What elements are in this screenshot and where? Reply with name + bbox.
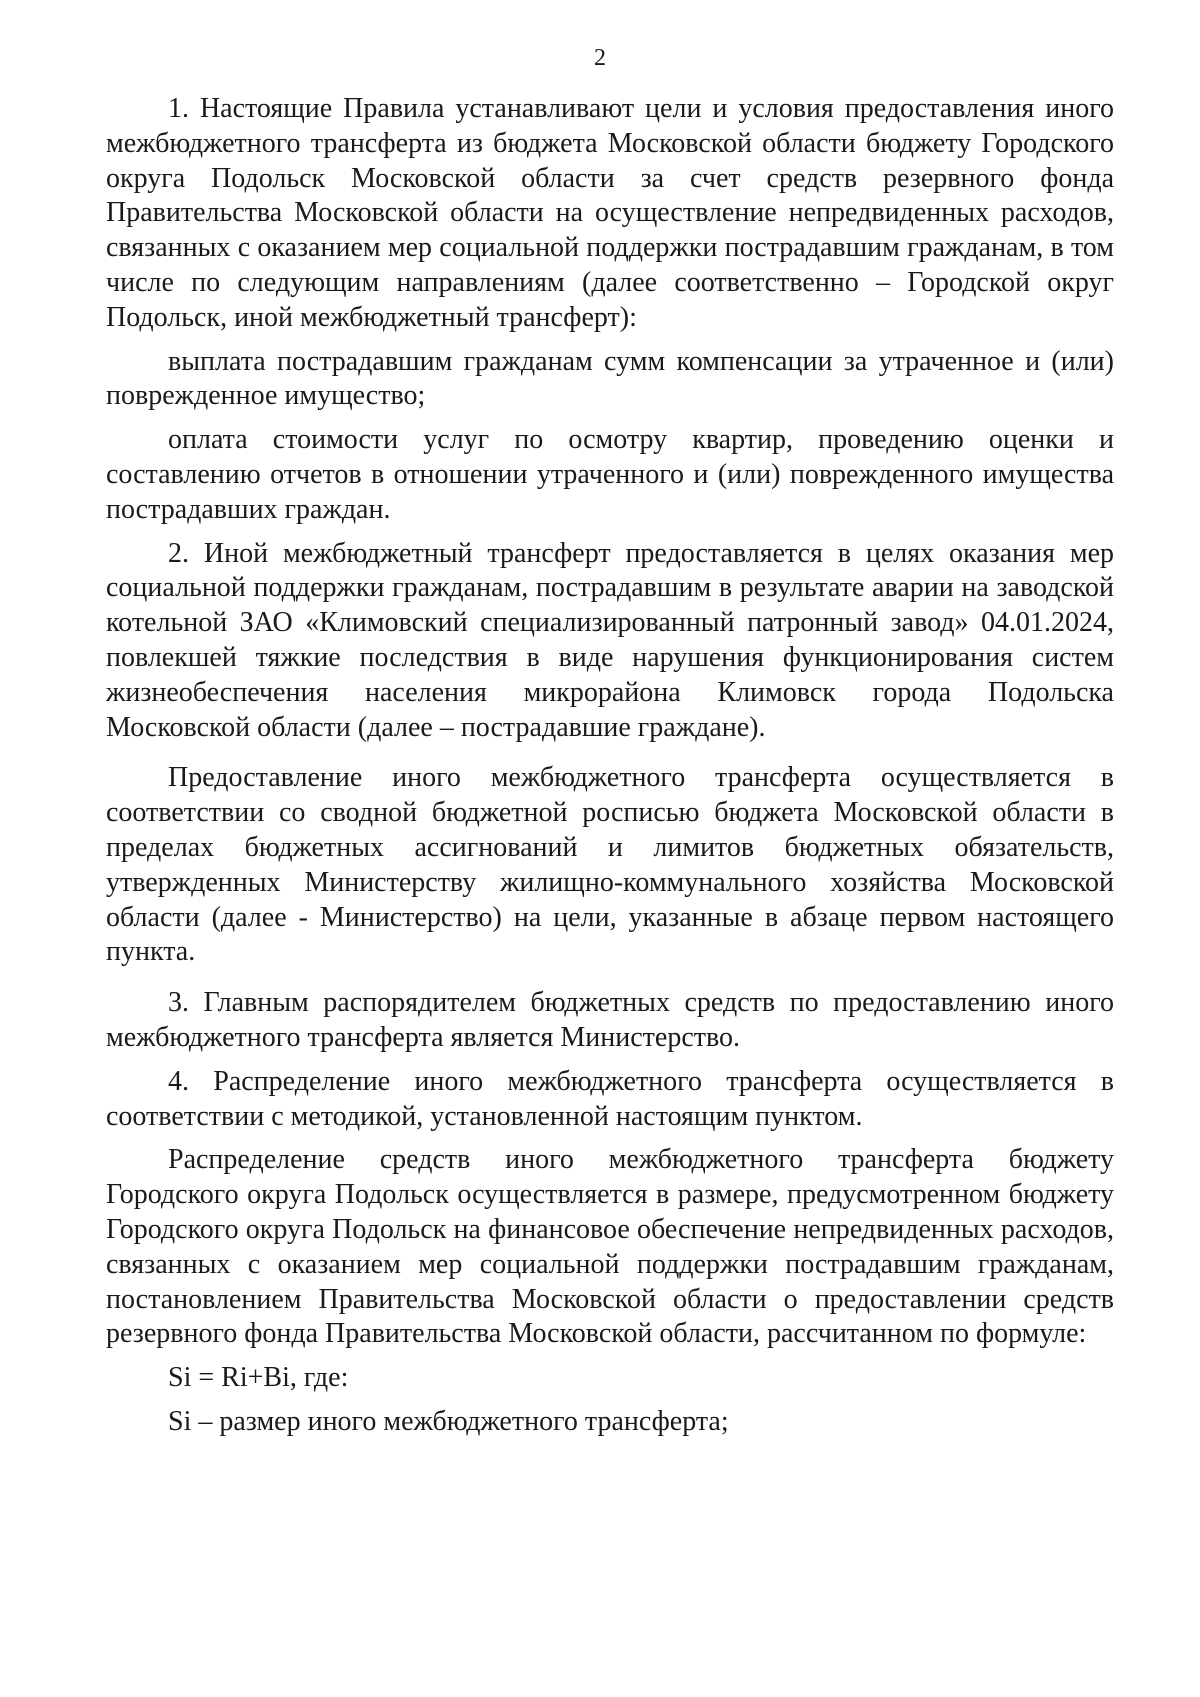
paragraph-2-goal: 2. Иной межбюджетный трансферт предоставляется в целях оказания мер социальной поддержки гражданам, пострадавшим в результате аварии на заводской котельной ЗАО «Климовский специализированный патронный завод» 04.01.2024, повлекшей тяжкие последствия в виде нарушения функционирования систем жизнеобеспечения населения микрорайона Климовск города Подольска Московской области (далее – пострадавшие граждане). xyxy=(106,537,1114,743)
paragraph-1-purpose: 1. Настоящие Правила устанавливают цели и условия предоставления иного межбюджетного трансферта из бюджета Московской области бюджету Городского округа Подольск Московской области за счет средств резервного фонда Правительства Московской области на осуществление непредвиденных расходов, связанных с оказанием мер социальной поддержки пострадавшим гражданам, в том числе по следующим направлениям (далее соответственно – Городской округ Подольск, иной межбюджетный трансферт): xyxy=(106,93,1114,333)
formula: Si = Ri+Bi, где: xyxy=(168,1362,349,1394)
paragraph-4-distribution: 4. Распределение иного межбюджетного трансферта осуществляется в соответствии с методикой, установленной настоящим пунктом. xyxy=(106,1065,1114,1132)
formula-definition-si: Si – размер иного межбюджетного трансферта; xyxy=(168,1405,729,1437)
paragraph-1-direction-inspection: оплата стоимости услуг по осмотру квартир, проведению оценки и составлению отчетов в отношении утраченного и (или) поврежденного имущества пострадавших граждан. xyxy=(106,424,1114,525)
paragraph-1-direction-compensation: выплата пострадавшим гражданам сумм компенсации за утраченное и (или) поврежденное имущество; xyxy=(106,345,1114,412)
paragraph-2-budget: Предоставление иного межбюджетного трансферта осуществляется в соответствии со сводной бюджетной росписью бюджета Московской области в пределах бюджетных ассигнований и лимитов бюджетных обязательств, утвержденных Министерству жилищно-коммунального хозяйства Московской области (далее - Министерство) на цели, указанные в абзаце первом настоящего пункта. xyxy=(106,762,1114,968)
page-number: 2 xyxy=(594,45,606,71)
document-body xyxy=(106,92,1114,1440)
paragraph-4-method: Распределение средств иного межбюджетного трансферта бюджету Городского округа Подольск осуществляется в размере, предусмотренном бюджету Городского округа Подольск на финансовое обеспечение непредвиденных расходов, связанных с оказанием мер социальной поддержки пострадавшим гражданам, постановлением Правительства Московской области о предоставлении средств резервного фонда Правительства Московской области, рассчитанном по формуле: xyxy=(106,1144,1114,1350)
paragraph-3-administrator: 3. Главным распорядителем бюджетных средств по предоставлению иного межбюджетного трансферта является Министерство. xyxy=(106,987,1114,1053)
